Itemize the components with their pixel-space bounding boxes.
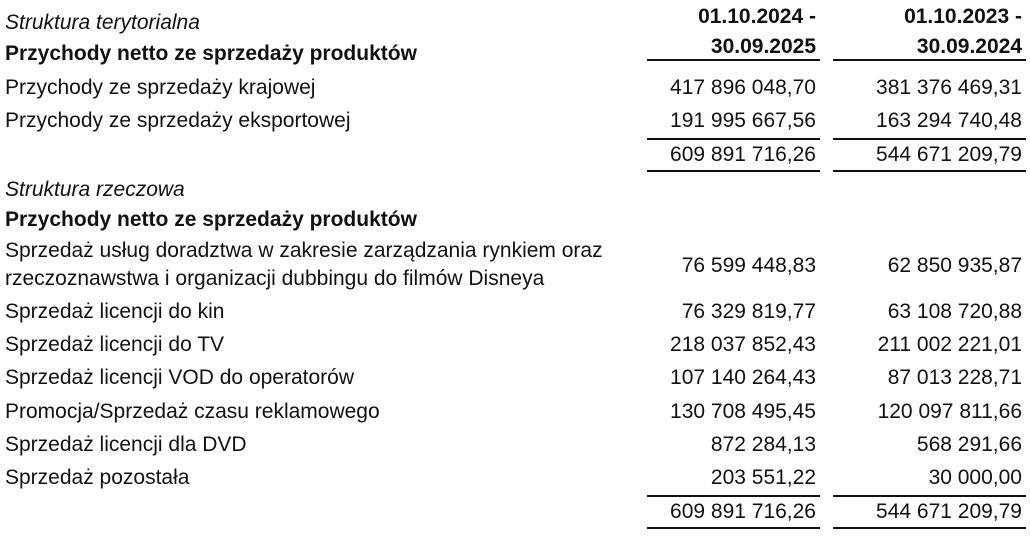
row-value-col2: 163 294 740,48 <box>876 109 1022 132</box>
row-label: Sprzedaż licencji VOD do operatorów <box>5 366 355 389</box>
row-value-col2: 63 108 720,88 <box>887 300 1022 323</box>
row-value-col1: 872 284,13 <box>710 433 816 456</box>
col2-header-line2: 30.09.2024 <box>916 35 1022 58</box>
material-heading-row <box>0 204 1030 236</box>
territorial-total-row <box>0 139 1030 171</box>
row-value-col1: 76 599 448,83 <box>681 254 816 277</box>
table-row <box>0 296 1030 328</box>
territorial-heading: Przychody netto ze sprzedaży produktów <box>5 42 417 65</box>
table-row <box>0 236 1030 296</box>
material-heading: Przychody netto ze sprzedaży produktów <box>5 208 417 231</box>
territorial-section-title-row <box>0 7 1030 39</box>
row-label: Przychody ze sprzedaży krajowej <box>5 76 316 99</box>
col1-header-line2: 30.09.2025 <box>710 35 816 58</box>
row-value-col2: 120 097 811,66 <box>877 400 1022 423</box>
row-value-col2: 87 013 228,71 <box>887 366 1022 389</box>
row-value-col1: 107 140 264,43 <box>670 366 816 389</box>
row-label-line2: rzeczoznawstwa i organizacji dubbingu do filmów Disneya <box>5 267 545 290</box>
row-value-col1: 218 037 852,43 <box>670 333 816 356</box>
table-row <box>0 396 1030 428</box>
table-row <box>0 105 1030 137</box>
row-value-col1: 76 329 819,77 <box>681 300 816 323</box>
table-row <box>0 362 1030 394</box>
material-section-title-row <box>0 174 1030 206</box>
row-value-col1: 203 551,22 <box>710 466 816 489</box>
territorial-section-title: Struktura terytorialna <box>5 11 200 34</box>
total-underline-col2 <box>833 527 1026 529</box>
col2-header-line1: 01.10.2023 - <box>904 5 1022 28</box>
total-underline-col1 <box>647 170 820 172</box>
material-total-row <box>0 496 1030 528</box>
row-label-line1: Sprzedaż usług doradztwa w zakresie zarządzania rynkiem oraz <box>5 239 603 262</box>
row-value-col2: 30 000,00 <box>928 466 1022 489</box>
row-label: Promocja/Sprzedaż czasu reklamowego <box>5 400 380 423</box>
material-section-title: Struktura rzeczowa <box>5 178 185 201</box>
row-value-col1: 130 708 495,45 <box>670 400 816 423</box>
table-row <box>0 72 1030 104</box>
total-underline-col2 <box>833 170 1026 172</box>
row-label: Sprzedaż licencji do kin <box>5 300 225 323</box>
row-value-col2: 381 376 469,31 <box>876 76 1022 99</box>
table-row <box>0 429 1030 461</box>
row-value-col2: 568 291,66 <box>916 433 1022 456</box>
row-label: Sprzedaż pozostała <box>5 466 190 489</box>
total-value-col1: 609 891 716,26 <box>670 500 816 523</box>
total-value-col2: 544 671 209,79 <box>876 500 1022 523</box>
col1-header-line1: 01.10.2024 - <box>698 5 816 28</box>
row-value-col1: 191 995 667,56 <box>670 109 816 132</box>
row-value-col1: 417 896 048,70 <box>670 76 816 99</box>
table-row <box>0 329 1030 361</box>
total-value-col2: 544 671 209,79 <box>876 143 1022 166</box>
row-value-col2: 62 850 935,87 <box>887 254 1022 277</box>
total-value-col1: 609 891 716,26 <box>670 143 816 166</box>
row-value-col2: 211 002 221,01 <box>877 333 1022 356</box>
row-label: Przychody ze sprzedaży eksportowej <box>5 109 351 132</box>
territorial-heading-row <box>0 38 1030 70</box>
row-label: Sprzedaż licencji do TV <box>5 333 225 356</box>
row-label: Sprzedaż licencji dla DVD <box>5 433 247 456</box>
table-row <box>0 462 1030 494</box>
total-underline-col1 <box>647 527 820 529</box>
